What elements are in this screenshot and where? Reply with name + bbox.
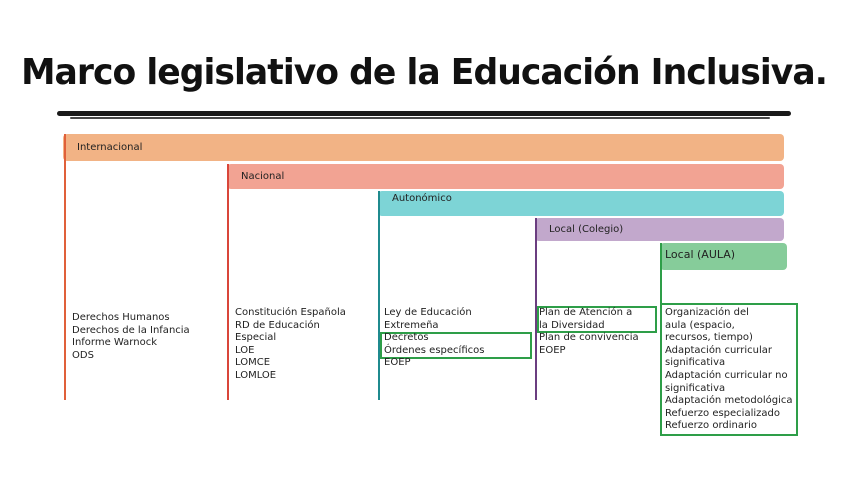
list-item: Informe Warnock [72,337,157,349]
band-autonomico [378,191,784,216]
list-item: Órdenes específicos [384,344,485,356]
column-nacional [235,307,346,383]
column-autonomico [384,307,484,370]
list-item: Refuerzo especializado [665,407,780,419]
band-local-colegio-label: Local (Colegio) [549,224,624,235]
list-item: Refuerzo ordinario [665,420,757,432]
band-internacional-label: Internacional [77,142,143,153]
band-internacional [63,134,784,161]
page-title: Marco legislativo de la Educación Inclusiva. [21,52,827,93]
list-item: EOEP [384,357,411,369]
band-nacional-label: Nacional [241,171,285,182]
column-local-colegio [539,307,639,357]
list-item: Ley de Educación [384,307,472,318]
band-local-aula-label: Local (AULA) [665,248,736,261]
list-item: Derechos Humanos [72,312,170,323]
title-underline-stroke [70,117,770,119]
list-item: ODS [72,349,94,361]
title-underline [57,111,791,116]
list-item: Derechos de la Infancia [72,324,190,336]
list-item: Plan de convivencia [539,332,639,344]
band-local-aula [660,243,787,270]
band-autonomico-label: Autonómico [392,193,452,204]
column-local-aula [665,307,793,433]
list-item: Especial [235,332,277,344]
line-internacional [64,134,66,400]
list-item: recursos, tiempo) [665,332,753,344]
list-item: EOEP [539,344,566,356]
list-item: Plan de Atención a [539,307,633,318]
list-item: aula (espacio, [665,319,735,331]
list-item: Organización del [665,307,749,318]
list-item: la Diversidad [539,319,605,331]
list-item: Adaptación curricular [665,344,772,356]
list-item: Decretos [384,332,429,344]
list-item: LOE [235,344,255,356]
list-item: Adaptación metodológica [665,395,793,407]
list-item: Constitución Española [235,307,346,318]
band-local-colegio [535,218,784,241]
list-item: Extremeña [384,319,439,331]
list-item: significativa [665,382,726,394]
column-internacional [72,312,190,362]
list-item: significativa [665,357,726,369]
list-item: RD de Educación [235,319,320,331]
line-autonomico [378,191,380,400]
list-item: LOMLOE [235,369,277,381]
list-item: LOMCE [235,357,271,369]
list-item: Adaptación curricular no [665,369,788,381]
band-nacional [227,164,784,189]
line-nacional [227,164,229,400]
